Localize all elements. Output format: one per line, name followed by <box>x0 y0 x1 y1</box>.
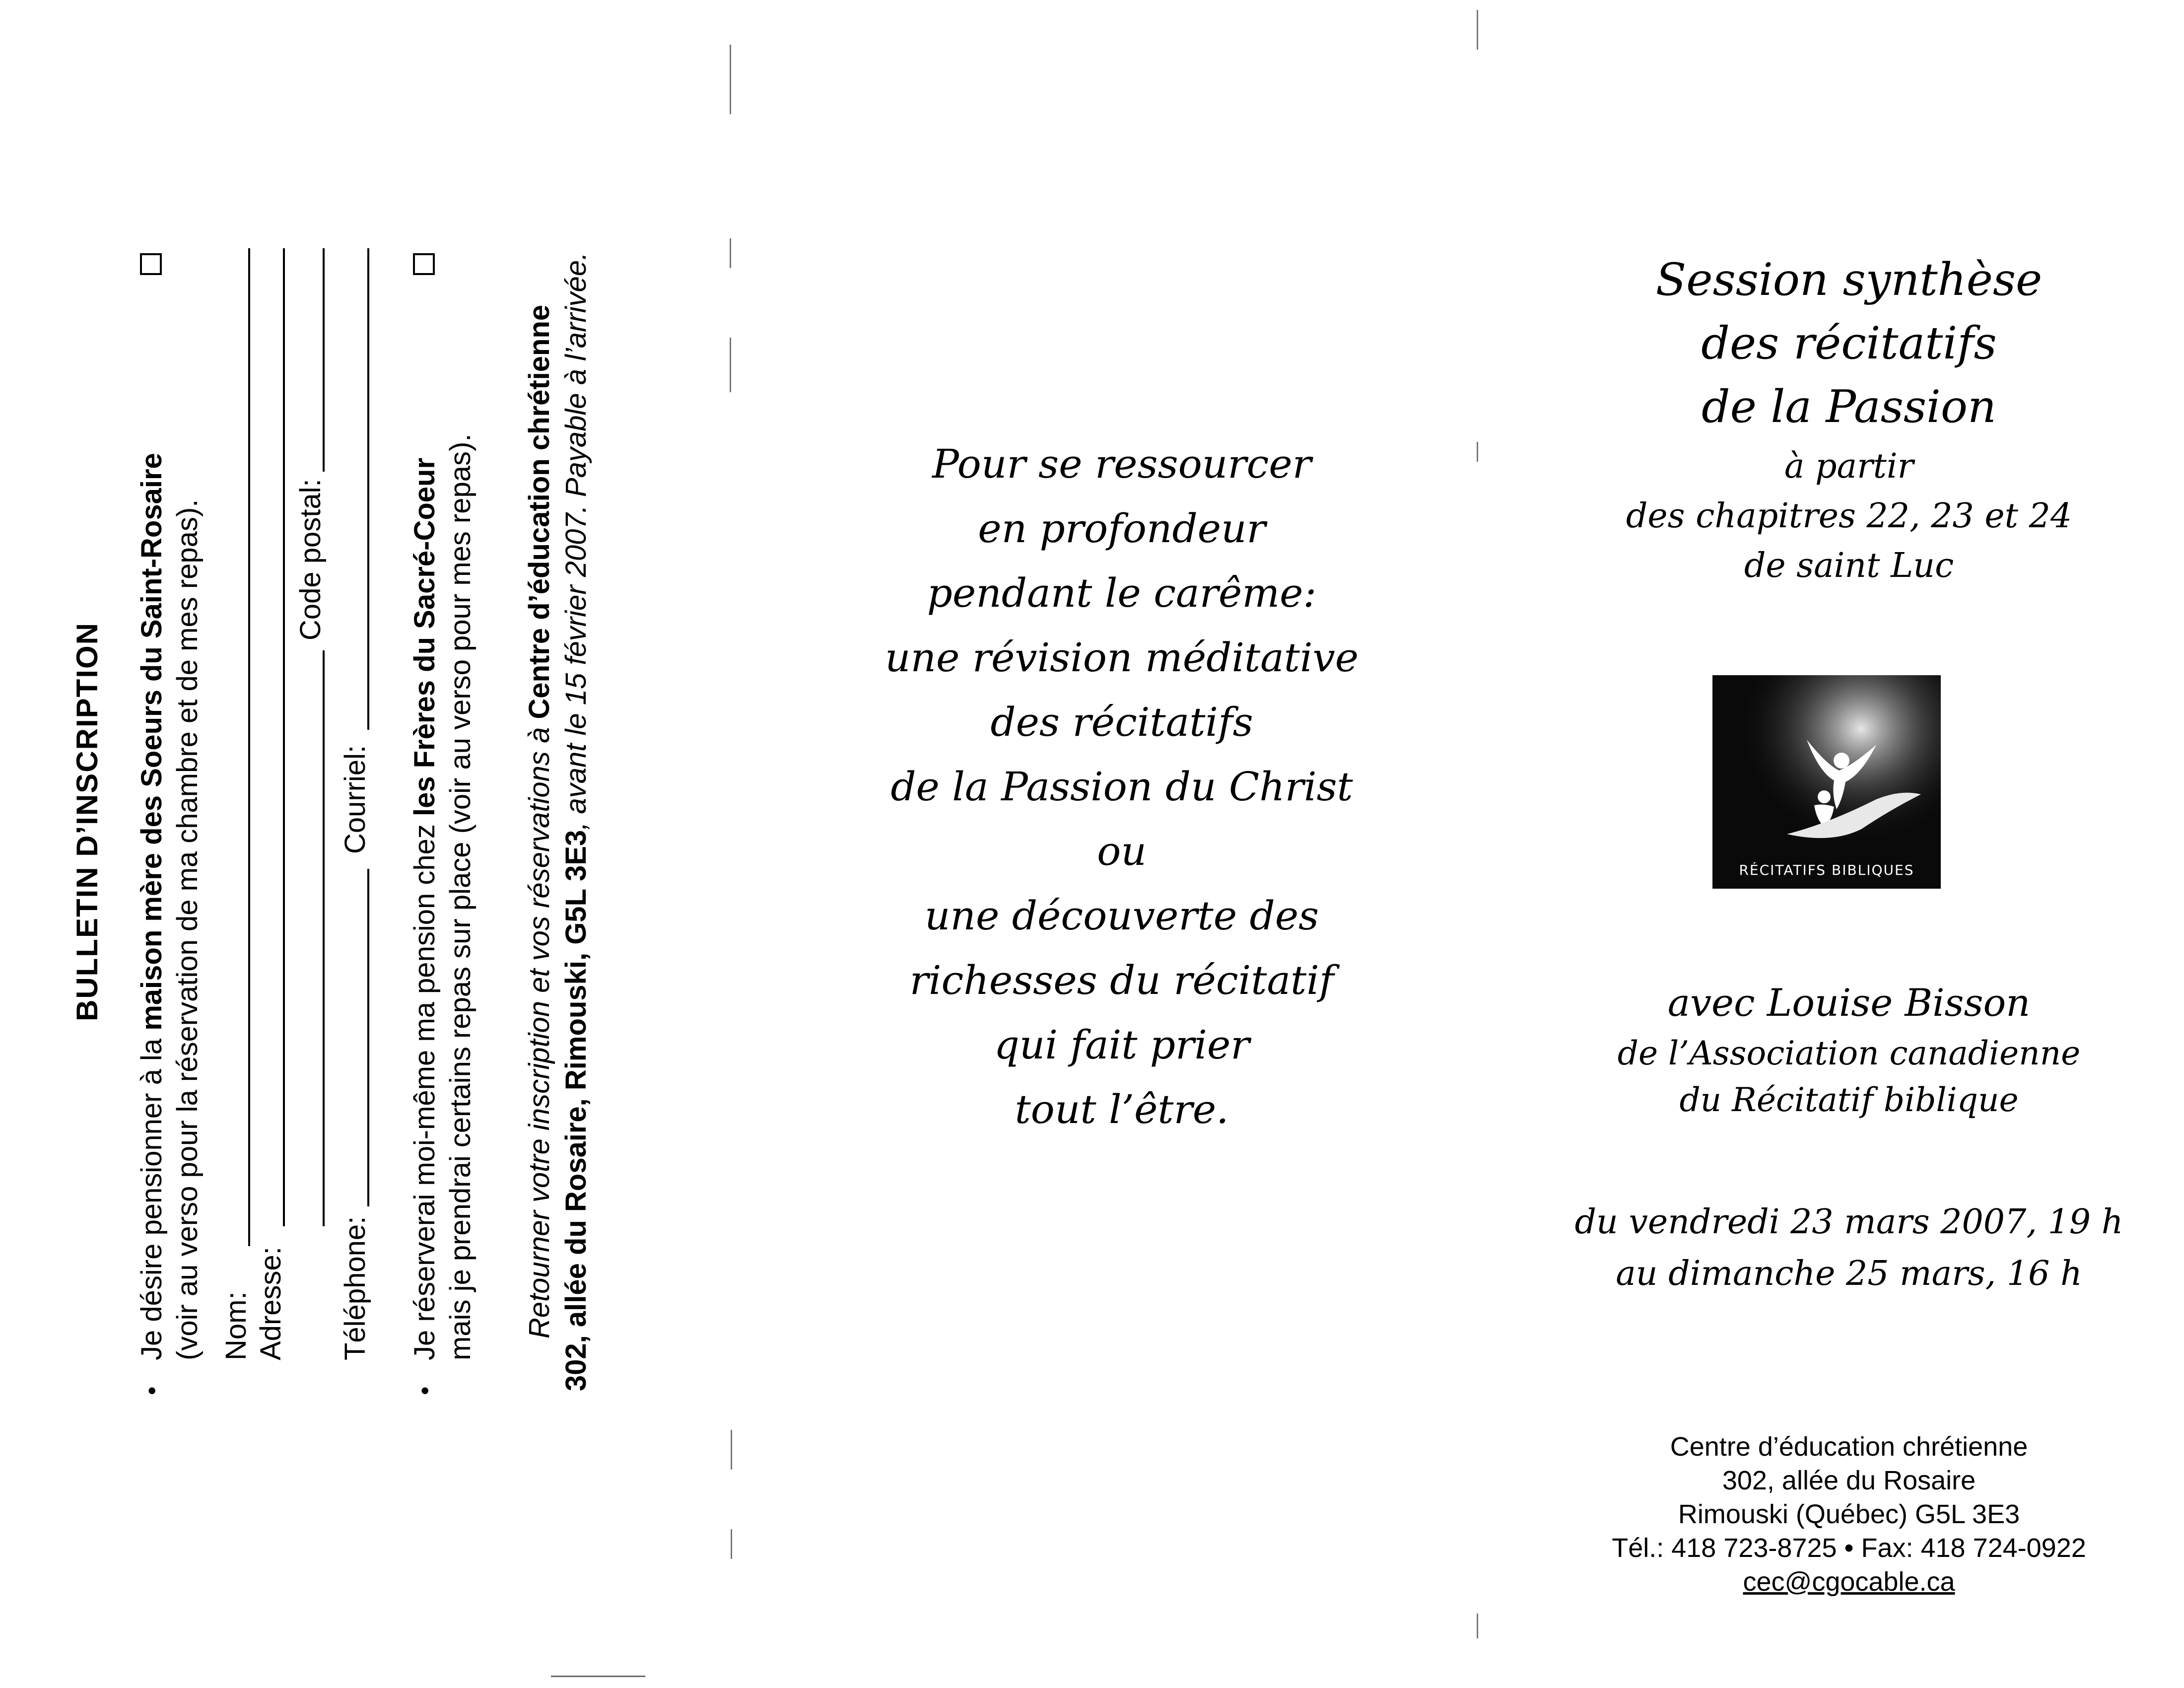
logo-text: RÉCITATIFS BIBLIQUES <box>1739 862 1914 878</box>
author-line: avec Louise Bisson <box>1667 981 2031 1025</box>
checkbox-freres[interactable] <box>413 253 435 275</box>
middle-line: qui fait prier <box>994 1022 1250 1068</box>
fold-mark <box>1477 10 1478 50</box>
bottom-cut-line <box>551 1676 645 1677</box>
email-field-line[interactable] <box>367 248 369 730</box>
cover-title-line: des récitatifs <box>1701 317 1997 369</box>
option-freres-text: Je réserverai moi-même ma pension chez les Frères du Sacré-Coeur mais je prendrai certains repas sur place (voir au verso pour mes repas). <box>409 433 477 1360</box>
email-label: Courriel: <box>339 745 371 854</box>
cover-title <box>1514 248 2184 439</box>
option-maison-mere-text: Je désire pensionner à la maison mère des Soeurs du Saint-Rosaire (voir au verso pour la réservation de ma chambre et de mes repas). <box>136 453 204 1360</box>
registration-form <box>60 238 705 1405</box>
middle-line: ou <box>1097 828 1147 874</box>
middle-panel <box>764 432 1479 1142</box>
middle-line: une révision méditative <box>885 634 1359 681</box>
date-line: du vendredi 23 mars 2007, 19 h <box>1574 1202 2123 1242</box>
middle-line: des récitatifs <box>990 699 1253 745</box>
logo-figures-icon <box>1712 675 1941 889</box>
postal-label: Code postal: <box>294 479 327 640</box>
form-footer: Retourner votre inscription et vos réservations à Centre d’éducation chrétienne 302, allée du Rosaire, Rimouski, G5L 3E3, avant le 15 février 2007. Payable à l’arrivée. <box>523 252 592 1392</box>
address-line: 302, allée du Rosaire <box>1722 1466 1976 1495</box>
middle-line: pendant le carême: <box>927 570 1317 616</box>
assoc-line: du Récitatif biblique <box>1679 1081 2019 1119</box>
recitatifs-bibliques-logo <box>1712 675 1941 889</box>
form-title: BULLETIN D’INSCRIPTION <box>70 622 104 1021</box>
cover-title-line: Session synthèse <box>1655 254 2043 306</box>
address-field-2 <box>293 248 329 1360</box>
email-link[interactable]: cec@cgocable.ca <box>1743 1567 1955 1597</box>
fold-mark <box>731 1430 732 1470</box>
phone-label: Téléphone: <box>339 1216 371 1360</box>
name-field: Nom: <box>218 248 254 1360</box>
address-field: Adresse: <box>253 248 289 1360</box>
middle-line: une découverte des <box>924 893 1319 939</box>
name-field-line[interactable] <box>248 248 250 1246</box>
fold-mark <box>731 1529 732 1559</box>
bullet: • <box>138 1386 166 1395</box>
address-line: Rimouski (Québec) G5L 3E3 <box>1678 1499 2020 1529</box>
middle-line: en profondeur <box>978 505 1266 552</box>
cover-subtitle-line: de saint Luc <box>1744 546 1954 585</box>
phone-email-field <box>338 248 373 1360</box>
middle-line: tout l’être. <box>1015 1086 1229 1132</box>
cover-author <box>1514 976 2184 1124</box>
cover-subtitle <box>1514 442 2184 591</box>
cover-subtitle-line: à partir <box>1784 447 1914 486</box>
fold-mark <box>730 338 731 392</box>
fold-mark <box>1477 1614 1478 1638</box>
cover-dates <box>1514 1196 2184 1300</box>
fold-mark <box>730 238 731 268</box>
address-line: Tél.: 418 723-8725 • Fax: 418 724-0922 <box>1612 1533 2086 1563</box>
address-field-line-2[interactable] <box>323 650 325 1226</box>
middle-line: richesses du récitatif <box>909 957 1334 1003</box>
assoc-line: de l’Association canadienne <box>1617 1034 2081 1072</box>
bullet: • <box>411 1386 439 1395</box>
checkbox-maison-mere[interactable] <box>140 253 162 275</box>
address-field-line[interactable] <box>283 248 285 1226</box>
date-line: au dimanche 25 mars, 16 h <box>1616 1254 2082 1293</box>
address-line: Centre d’éducation chrétienne <box>1670 1432 2028 1462</box>
cover-subtitle-line: des chapitres 22, 23 et 24 <box>1626 496 2072 536</box>
postal-field-line[interactable] <box>323 248 325 472</box>
cover-address <box>1514 1430 2184 1599</box>
phone-field-line[interactable] <box>367 869 369 1206</box>
middle-line: Pour se ressourcer <box>932 441 1311 487</box>
middle-line: de la Passion du Christ <box>890 764 1353 810</box>
fold-mark <box>730 45 731 114</box>
cover-title-line: de la Passion <box>1701 381 1996 433</box>
